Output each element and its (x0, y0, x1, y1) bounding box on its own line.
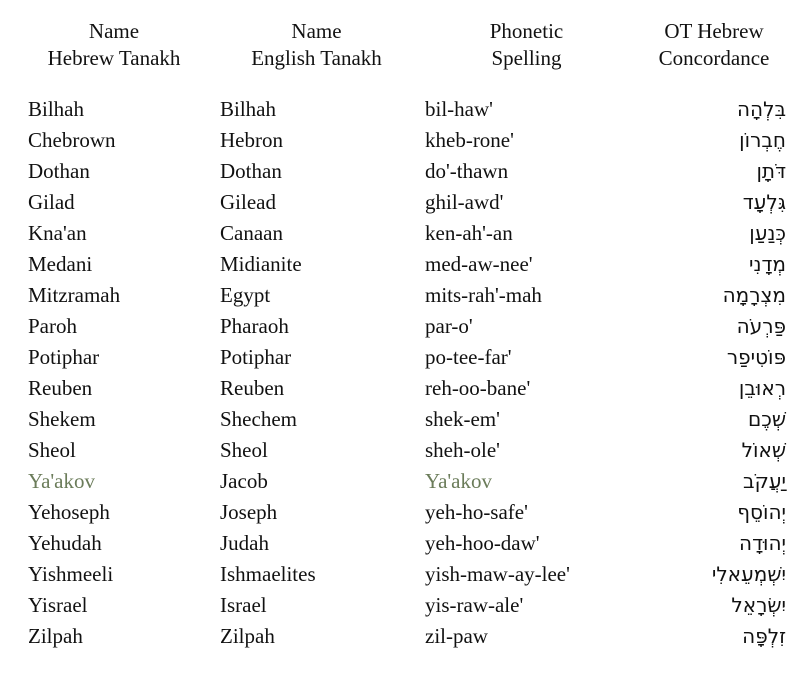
cell-english-tanakh: Egypt (220, 282, 271, 307)
cell-hebrew-tanakh: Chebrown (28, 127, 116, 152)
cell-concordance: פַּרְעֹה (736, 313, 786, 338)
table-header-row (14, 18, 794, 72)
cell-concordance: גִּלְעָד (742, 189, 786, 214)
column-header-ot-hebrew-concordance (634, 18, 794, 72)
cell-english-tanakh: Sheol (220, 437, 268, 462)
cell-hebrew-tanakh: Yisrael (28, 592, 88, 617)
cell-phonetic: shek-em' (425, 406, 500, 431)
cell-english-tanakh: Shechem (220, 406, 297, 431)
cell-english-tanakh: Hebron (220, 127, 283, 152)
cell-phonetic: sheh-ole' (425, 437, 500, 462)
cell-hebrew-tanakh: Sheol (28, 437, 76, 462)
column-header-phonetic-spelling (419, 18, 634, 72)
cell-english-tanakh: Potiphar (220, 344, 292, 369)
cell-english-tanakh: Judah (220, 530, 269, 555)
cell-english-tanakh: Zilpah (220, 623, 275, 648)
table-header (14, 18, 794, 94)
cell-phonetic: yeh-hoo-daw' (425, 530, 540, 555)
cell-hebrew-tanakh: Kna'an (28, 220, 87, 245)
cell-concordance: יְהוֹסֵף (737, 499, 786, 524)
cell-hebrew-tanakh: Yehoseph (28, 499, 110, 524)
cell-phonetic: bil-haw' (425, 96, 493, 121)
table-row (14, 125, 794, 156)
cell-phonetic: reh-oo-bane' (425, 375, 531, 400)
cell-english-tanakh: Canaan (220, 220, 283, 245)
cell-concordance: יִשְׂרָאֵל (731, 592, 786, 617)
cell-phonetic: kheb-rone' (425, 127, 514, 152)
cell-english-tanakh: Midianite (220, 251, 302, 276)
cell-concordance: רְאוּבֵן (738, 375, 786, 400)
cell-concordance: בִּלְהָה (736, 96, 786, 121)
cell-phonetic: po-tee-far' (425, 344, 512, 369)
column-header-english-tanakh (214, 18, 419, 72)
table-row (14, 497, 794, 528)
table-row (14, 156, 794, 187)
cell-phonetic: med-aw-nee' (425, 251, 533, 276)
table-row (14, 249, 794, 280)
cell-concordance: כְּנַעַן (749, 220, 786, 245)
cell-concordance: מְדָנִי (749, 251, 786, 276)
cell-phonetic: Ya'akov (425, 468, 492, 493)
cell-hebrew-tanakh: Reuben (28, 375, 93, 400)
cell-hebrew-tanakh: Medani (28, 251, 93, 276)
cell-hebrew-tanakh: Gilad (28, 189, 75, 214)
table-row (14, 94, 794, 125)
table-row (14, 311, 794, 342)
cell-hebrew-tanakh: Yehudah (28, 530, 102, 555)
column-header-hebrew-tanakh-line2: Hebrew Tanakh (47, 45, 181, 70)
column-header-hebrew-tanakh (14, 18, 214, 72)
cell-hebrew-tanakh: Paroh (28, 313, 77, 338)
header-spacer (14, 72, 794, 94)
table-row (14, 342, 794, 373)
table-row (14, 435, 794, 466)
cell-concordance: יַעֲקֹב (743, 468, 786, 493)
cell-hebrew-tanakh: Mitzramah (28, 282, 121, 307)
table-row (14, 559, 794, 590)
cell-concordance: זִלְפָּה (742, 623, 786, 648)
cell-english-tanakh: Dothan (220, 158, 282, 183)
cell-concordance: יִשְׁמְעֵאלִי (711, 561, 786, 586)
cell-english-tanakh: Bilhah (220, 96, 276, 121)
column-header-ot-hebrew-concordance-line2: Concordance (658, 45, 770, 70)
cell-english-tanakh: Pharaoh (220, 313, 289, 338)
table-row (14, 590, 794, 621)
column-header-phonetic-spelling-line1: Phonetic (489, 19, 564, 43)
column-header-phonetic-spelling-line2: Spelling (491, 45, 562, 70)
table-row (14, 187, 794, 218)
cell-phonetic: yeh-ho-safe' (425, 499, 528, 524)
cell-concordance: שְׁאוֹל (741, 437, 786, 462)
column-header-english-tanakh-line1: Name (291, 19, 342, 43)
cell-english-tanakh: Gilead (220, 189, 276, 214)
cell-concordance: פּוֹטִיפַר (726, 344, 786, 369)
cell-phonetic: yish-maw-ay-lee' (425, 561, 570, 586)
table-row (14, 528, 794, 559)
cell-concordance: דֹּתָן (756, 158, 786, 183)
cell-english-tanakh: Jacob (220, 468, 268, 493)
table-body (14, 94, 794, 652)
cell-hebrew-tanakh: Yishmeeli (28, 561, 114, 586)
cell-phonetic: zil-paw (425, 623, 488, 648)
table-row (14, 466, 794, 497)
cell-english-tanakh: Israel (220, 592, 267, 617)
cell-english-tanakh: Reuben (220, 375, 285, 400)
table-row (14, 404, 794, 435)
cell-phonetic: yis-raw-ale' (425, 592, 524, 617)
cell-phonetic: mits-rah'-mah (425, 282, 542, 307)
cell-english-tanakh: Ishmaelites (220, 561, 316, 586)
cell-phonetic: ken-ah'-an (425, 220, 513, 245)
table-row (14, 621, 794, 652)
column-header-hebrew-tanakh-line1: Name (88, 19, 140, 43)
cell-phonetic: ghil-awd' (425, 189, 504, 214)
column-header-ot-hebrew-concordance-line1: OT Hebrew (664, 19, 764, 43)
cell-concordance: חֶבְרוֹן (739, 127, 786, 152)
cell-concordance: יְהוּדָה (739, 530, 786, 555)
cell-hebrew-tanakh: Potiphar (28, 344, 100, 369)
table-row (14, 373, 794, 404)
cell-english-tanakh: Joseph (220, 499, 278, 524)
cell-concordance: מִצְרָמָה (722, 282, 786, 307)
cell-phonetic: do'-thawn (425, 158, 509, 183)
table-row (14, 280, 794, 311)
names-table (14, 18, 794, 652)
cell-hebrew-tanakh: Dothan (28, 158, 90, 183)
table-row (14, 218, 794, 249)
cell-concordance: שְׁכֶם (747, 406, 786, 431)
cell-hebrew-tanakh: Ya'akov (28, 468, 95, 493)
cell-hebrew-tanakh: Shekem (28, 406, 96, 431)
cell-phonetic: par-o' (425, 313, 473, 338)
cell-hebrew-tanakh: Bilhah (28, 96, 84, 121)
cell-hebrew-tanakh: Zilpah (28, 623, 83, 648)
column-header-english-tanakh-line2: English Tanakh (251, 45, 382, 70)
